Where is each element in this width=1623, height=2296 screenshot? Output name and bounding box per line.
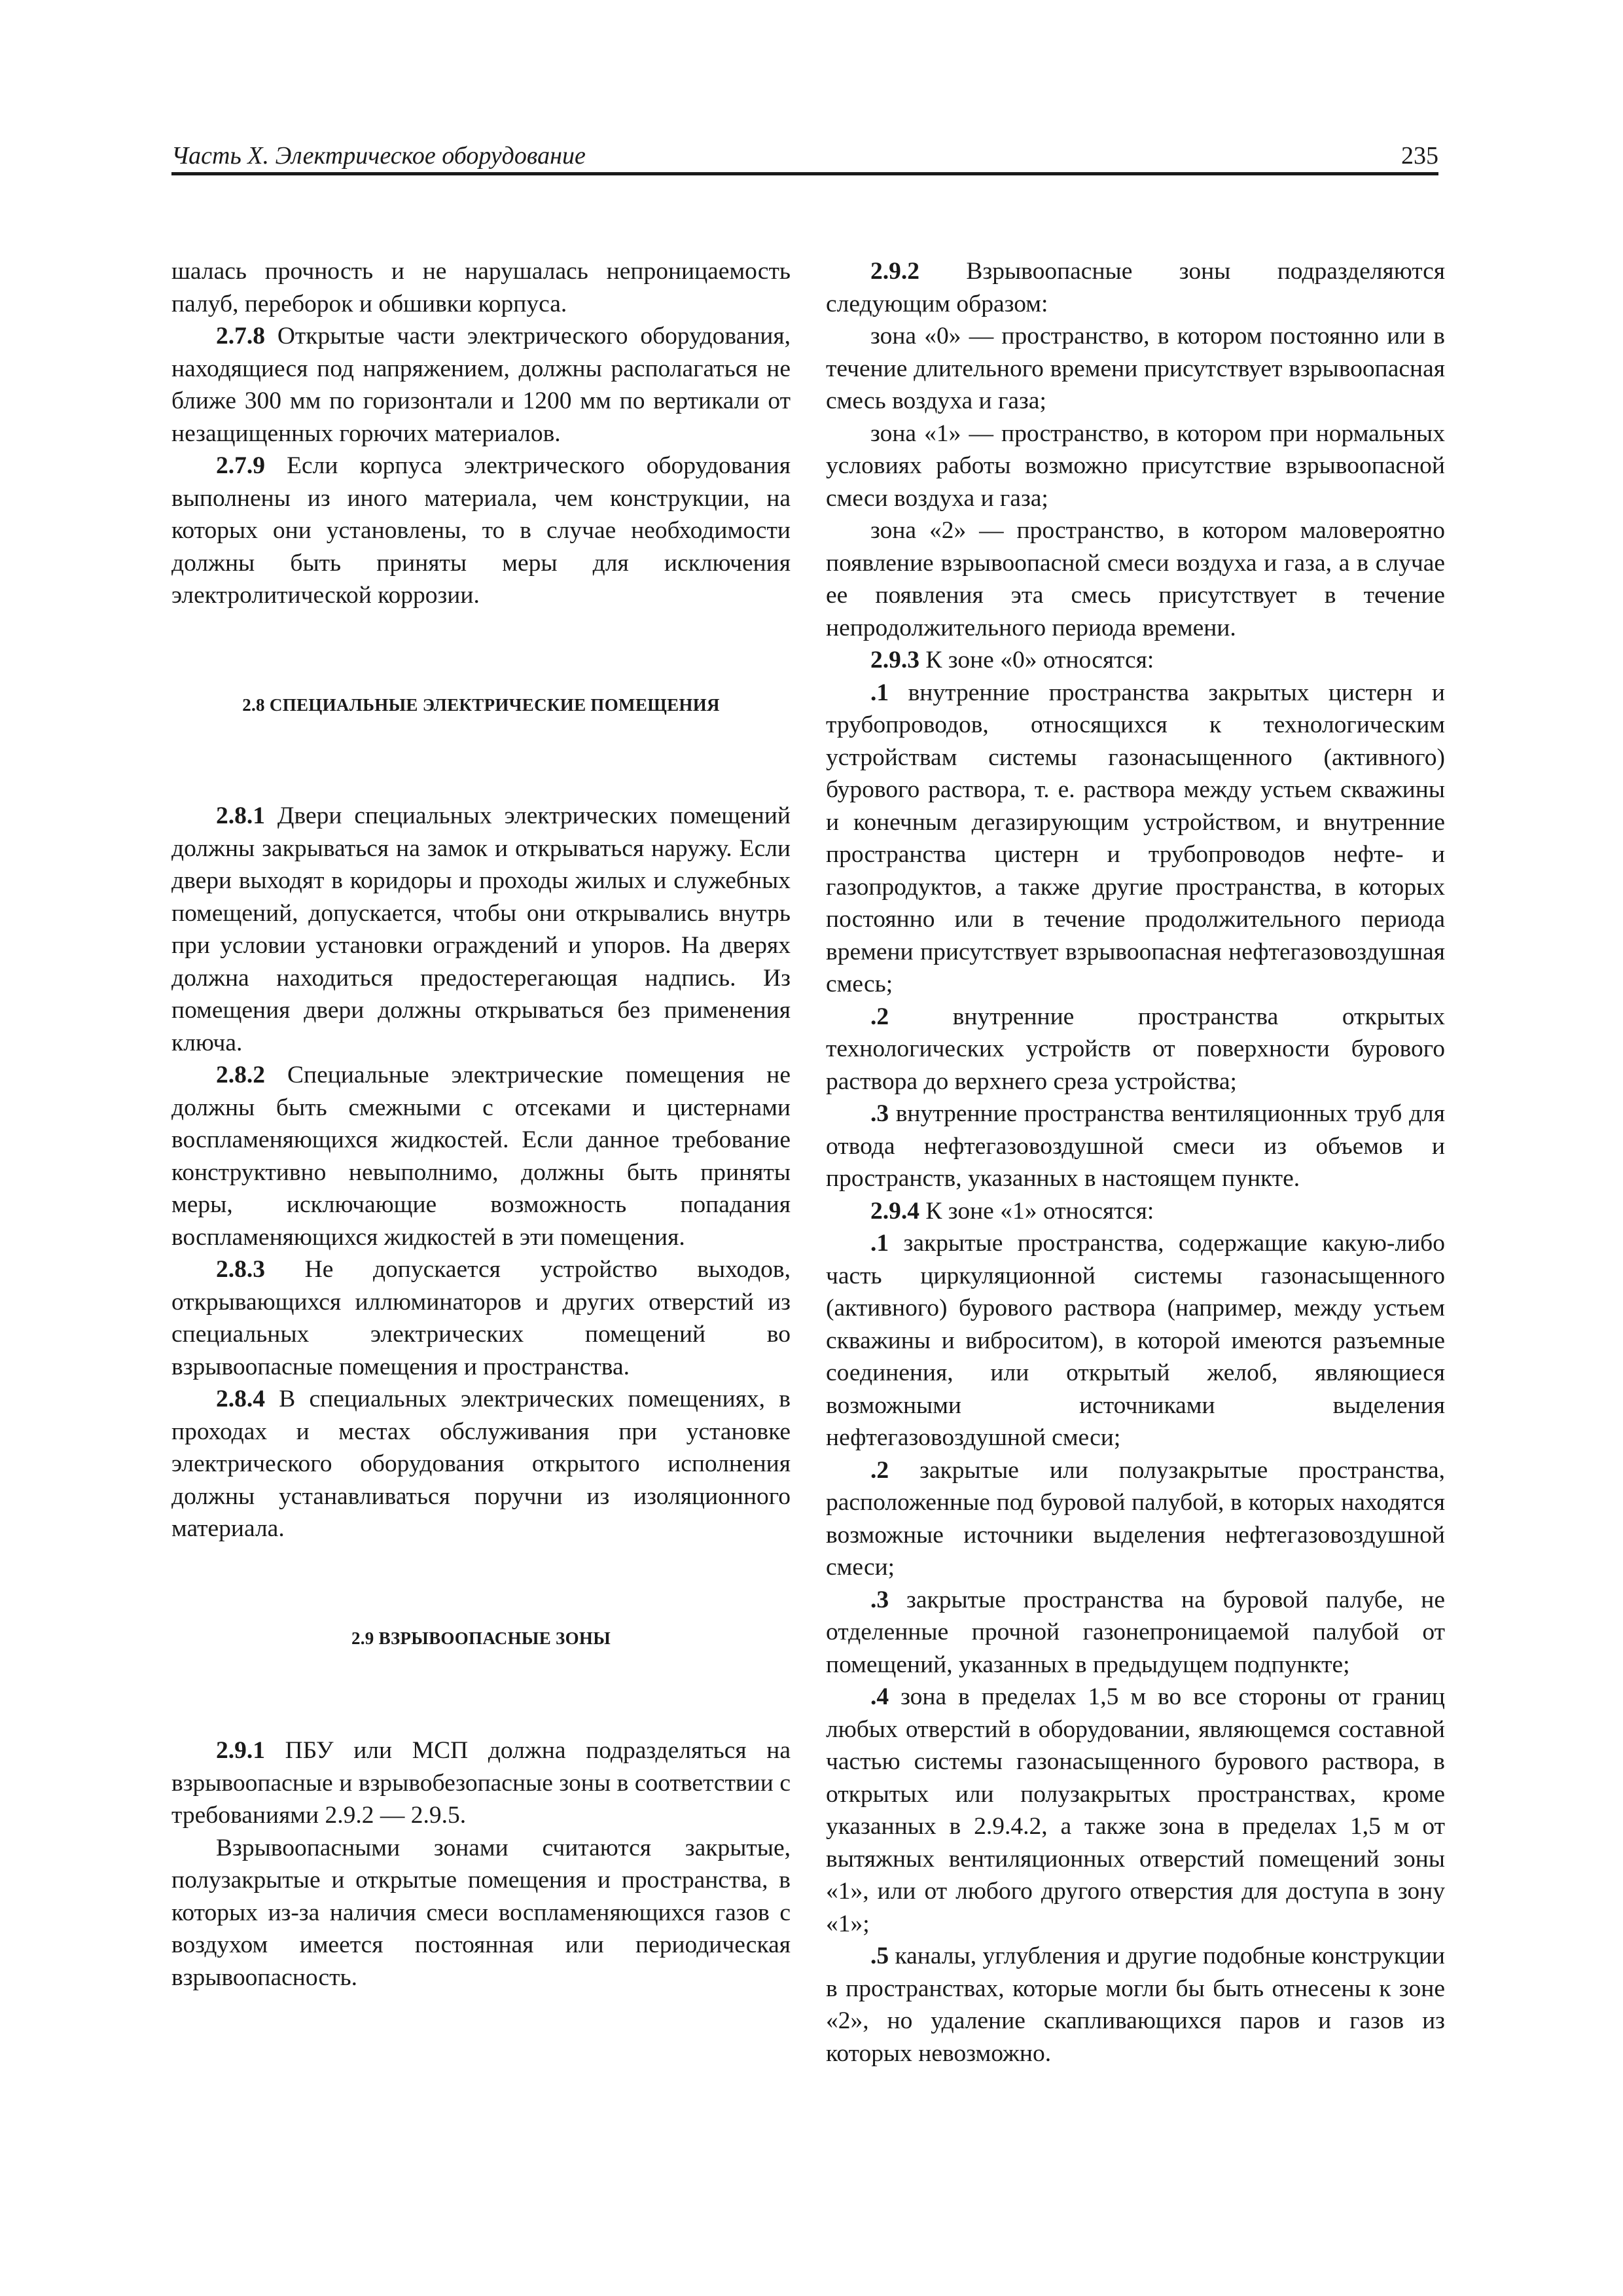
item-number: .1 (870, 1230, 889, 1257)
paragraph-2-8-2: 2.8.2 Специальные электрические помещения не должны быть смежными с отсеками и цистернами воспламеняющихся жидкостей. Если данное требование конструктивно невыполнимо, должны быть приняты меры, исключающие возможность попадания воспламеняющихся жидкостей в эти помещения. (171, 1062, 791, 1251)
clause-number: 2.9.4 (870, 1197, 919, 1225)
paragraph-2-9-4: 2.9.4 К зоне «1» относятся: (870, 1197, 1154, 1225)
item-number: .2 (870, 1003, 889, 1030)
list-item: .2 закрытые или полузакрытые пространства, расположенные под буровой палубой, в которых находятся возможные источники выделения нефтегазовоздушной смеси; (826, 1456, 1445, 1581)
item-number: .4 (870, 1683, 889, 1710)
right-column (826, 255, 1445, 2070)
left-column (171, 255, 791, 1994)
section-heading-2-9: 2.9 ВЗРЫВООПАСНЫЕ ЗОНЫ (351, 1628, 611, 1648)
item-number: .5 (870, 1943, 889, 1969)
clause-number: 2.8.3 (216, 1256, 265, 1283)
paragraph-2-8-3: 2.8.3 Не допускается устройство выходов, открывающихся иллюминаторов и других отверстий из специальных электрических помещений во взрывоопасные помещения и пространства. (171, 1256, 791, 1380)
zone-1-definition: зона «1» — пространство, в котором при нормальных условиях работы возможно присутствие взрывоопасной смеси воздуха и газа; (826, 420, 1445, 512)
paragraph-2-7-8: 2.7.8 Открытые части электрического оборудования, находящиеся под напряжением, должны располагаться не ближе 300 мм по горизонтали и 1200 мм по вертикали от незащищенных горючих материалов. (171, 323, 791, 447)
zone-0-definition: зона «0» — пространство, в котором постоянно или в течение длительного времени присутствует взрывоопасная смесь воздуха и газа; (826, 323, 1445, 414)
clause-number: 2.8.2 (216, 1062, 265, 1088)
list-item: .1 внутренние пространства закрытых цистерн и трубопроводов, относящихся к технологическим устройствам системы газонасыщенного (активного) бурового раствора, т. е. раствора между устьем скважины и конечным дегазирующим устройством, и внутренние пространства цистерн и трубопроводов нефте- и газопродуктов, а также другие пространства, в которых постоянно или в течение продолжительного периода времени присутствует взрывоопасная нефтегазовоздушная смесь; (826, 679, 1445, 997)
item-number: .2 (870, 1456, 889, 1484)
list-item: .1 закрытые пространства, содержащие какую-либо часть циркуляционной системы газонасыщенного (активного) бурового раствора (например, между устьем скважины и виброситом), в которой имеются разъемные соединения, или открытый желоб, являющиеся возможными источниками выделения нефтегазовоздушной смеси; (826, 1230, 1445, 1451)
clause-number: 2.8.1 (216, 802, 265, 829)
section-heading-2-8: 2.8 СПЕЦИАЛЬНЫЕ ЭЛЕКТРИЧЕСКИЕ ПОМЕЩЕНИЯ (242, 694, 720, 715)
list-item: .2 внутренние пространства открытых технологических устройств от поверхности бурового раствора до верхнего среза устройства; (826, 1003, 1445, 1095)
paragraph-2-9-3: 2.9.3 К зоне «0» относятся: (870, 647, 1154, 673)
paragraph-2-9-1: 2.9.1 ПБУ или МСП должна подразделяться на взрывоопасные и взрывобезопасные зоны в соответствии с требованиями 2.9.2 — 2.9.5. (171, 1737, 791, 1829)
clause-number: 2.7.8 (216, 323, 265, 350)
clause-number: 2.7.9 (216, 452, 265, 479)
list-item: .5 каналы, углубления и другие подобные конструкции в пространствах, которые могли бы быть отнесены к зоне «2», но удаление скапливающихся паров и газов из которых невозможно. (826, 1943, 1445, 2067)
paragraph-2-7-9: 2.7.9 Если корпуса электрического оборудования выполнены из иного материала, чем конструкции, на которых они установлены, то в случае необходимости должны быть приняты меры для исключения электролитической коррозии. (171, 452, 791, 609)
page-number: 235 (1401, 142, 1438, 170)
list-item: .3 внутренние пространства вентиляционных труб для отвода нефтегазовоздушной смеси из объемов и пространств, указанных в настоящем пункте. (826, 1100, 1445, 1192)
running-header (171, 135, 1438, 175)
clause-number: 2.9.3 (870, 647, 919, 673)
paragraph-2-8-1: 2.8.1 Двери специальных электрических помещений должны закрываться на замок и открываться наружу. Если двери выходят в коридоры и проходы жилых и служебных помещений, допускается, чтобы они открывались внутрь при условии установки ограждений и упоров. На дверях должна находиться предостерегающая надпись. Из помещения двери должны открываться без применения ключа. (171, 802, 791, 1056)
header-rule (171, 172, 1438, 175)
item-number: .3 (870, 1586, 889, 1613)
paragraph-continued: шалась прочность и не нарушалась непроницаемость палуб, переборок и обшивки корпуса. (171, 258, 791, 317)
item-number: .3 (870, 1100, 889, 1127)
zone-2-definition: зона «2» — пространство, в котором маловероятно появление взрывоопасной смеси воздуха и газа, а в случае ее появления эта смесь присутствует в течение непродолжительного периода времени. (826, 517, 1445, 641)
running-header-title: Часть Х. Электрическое оборудование (171, 142, 586, 170)
clause-number: 2.8.4 (216, 1386, 265, 1412)
list-item: .4 зона в пределах 1,5 м во все стороны от границ любых отверстий в оборудовании, являющемся составной частью системы газонасыщенного бурового раствора, в открытых или полузакрытых пространствах, кроме указанных в 2.9.4.2, а также зона в пределах 1,5 м от вытяжных вентиляционных отверстий помещений зоны «1», или от любого другого отверстия для доступа в зону «1»; (826, 1683, 1445, 1937)
clause-number: 2.9.2 (870, 258, 919, 285)
paragraph-2-9-2: 2.9.2 Взрывоопасные зоны подразделяются следующим образом: (826, 258, 1445, 317)
paragraph-2-8-4: 2.8.4 В специальных электрических помещениях, в проходах и местах обслуживания при установке электрического оборудования открытого исполнения должны устанавливаться поручни из изоляционного материала. (171, 1386, 791, 1542)
clause-number: 2.9.1 (216, 1737, 265, 1764)
item-number: .1 (870, 679, 889, 706)
list-item: .3 закрытые пространства на буровой палубе, не отделенные прочной газонепроницаемой палубой от помещений, указанных в предыдущем подпункте; (826, 1586, 1445, 1678)
paragraph-hazard-definition: Взрывоопасными зонами считаются закрытые, полузакрытые и открытые помещения и пространства, в которых из-за наличия смеси воспламеняющихся газов с воздухом имеется постоянная или периодическая взрывоопасность. (171, 1834, 791, 1991)
